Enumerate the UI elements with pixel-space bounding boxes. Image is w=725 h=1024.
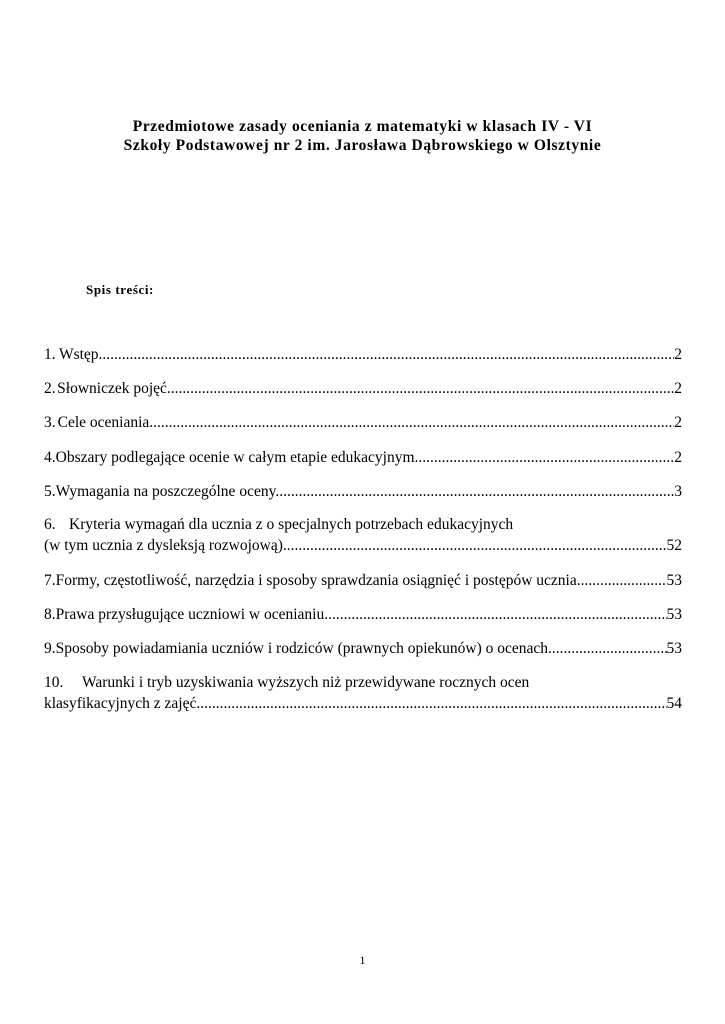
toc-entry-page: 52 [666,537,682,554]
toc-entry-number: 9. [44,640,56,657]
toc-leader-dots [279,481,674,502]
toc-entry-number: 4. [44,449,56,466]
toc-entry-text: Formy, częstotliwość, narzędzia i sposoby sprawdzania osiągnięć i postępów ucznia. [55,572,581,589]
toc-entry-number: 5. [44,483,56,500]
toc-entry-text: Obszary podlegające ocenie w całym etapie edukacyjnym. [55,449,419,466]
toc-leader-dots [328,604,666,625]
toc-entry-5[interactable] [44,481,682,502]
toc-leader-dots [418,447,674,468]
toc-entry-page: 2 [674,414,682,431]
toc-entry-3[interactable] [44,412,682,433]
toc-entry-number: 7. [44,572,56,589]
title-line-2: Szkoły Podstawowej nr 2 im. Jarosława Dąbrowskiego w Olsztynie [123,137,602,154]
toc-entry-text: Wstęp. [58,346,103,363]
toc-entry-7[interactable] [44,570,682,591]
toc-entry-page: 53 [666,640,682,657]
toc-leader-dots [552,638,667,659]
toc-entry-text: Słowniczek pojęć. [57,380,171,397]
toc-entry-number: 6. [44,516,56,533]
toc-leader-dots [581,570,667,591]
toc-entry-number: 2. [44,380,56,397]
toc-leader-dots [283,535,667,556]
toc-entry-text: Kryteria wymagań dla ucznia z o specjalnych potrzebach edukacyjnych [69,516,514,533]
toc-entry-number: 10. [44,674,64,691]
toc-entry-page: 3 [674,483,682,500]
toc-entry-number: 8. [44,606,56,623]
toc-entry-6[interactable] [44,514,682,556]
toc-entry-9[interactable] [44,638,682,659]
toc-entry-2[interactable] [44,378,682,399]
toc-entry-4[interactable] [44,447,682,468]
toc-entry-10[interactable] [44,672,682,714]
toc-entry-page: 53 [666,606,682,623]
toc-leader-dots [171,378,674,399]
toc-entry-text: Wymagania na poszczególne oceny. [55,483,280,500]
toc-entry-text-continued: (w tym ucznia z dysleksją rozwojową) [44,537,283,554]
toc-leader-dots [153,412,674,433]
toc-entry-page: 2 [674,449,682,466]
title-line-1: Przedmiotowe zasady oceniania z matematyki w klasach IV - VI [132,118,593,135]
toc-entry-text: Prawa przysługujące uczniowi w ocenianiu. [55,606,329,623]
toc-entry-text: Cele oceniania. [57,414,154,431]
toc-entry-page: 2 [674,346,682,363]
toc-entry-text: Warunki i tryb uzyskiwania wyższych niż przewidywane rocznych ocen [82,674,530,691]
toc-entry-text: Sposoby powiadamiania uczniów i rodziców (prawnych opiekunów) o ocenach. [55,640,552,657]
document-title [0,117,725,155]
toc-entry-page: 2 [674,380,682,397]
toc-entry-text-continued: klasyfikacyjnych z zajęć. [44,695,201,712]
page-number: 1 [359,953,366,967]
toc-entry-number: 3. [44,414,56,431]
toc-heading: Spis treści: [86,282,154,297]
toc-leader-dots [200,693,666,714]
toc-entry-page: 54 [666,695,682,712]
toc-leader-dots [102,344,674,365]
toc-entry-1[interactable] [44,344,682,365]
toc-entry-number: 1. [44,346,56,363]
toc-entry-8[interactable] [44,604,682,625]
toc-entry-page: 53 [666,572,682,589]
